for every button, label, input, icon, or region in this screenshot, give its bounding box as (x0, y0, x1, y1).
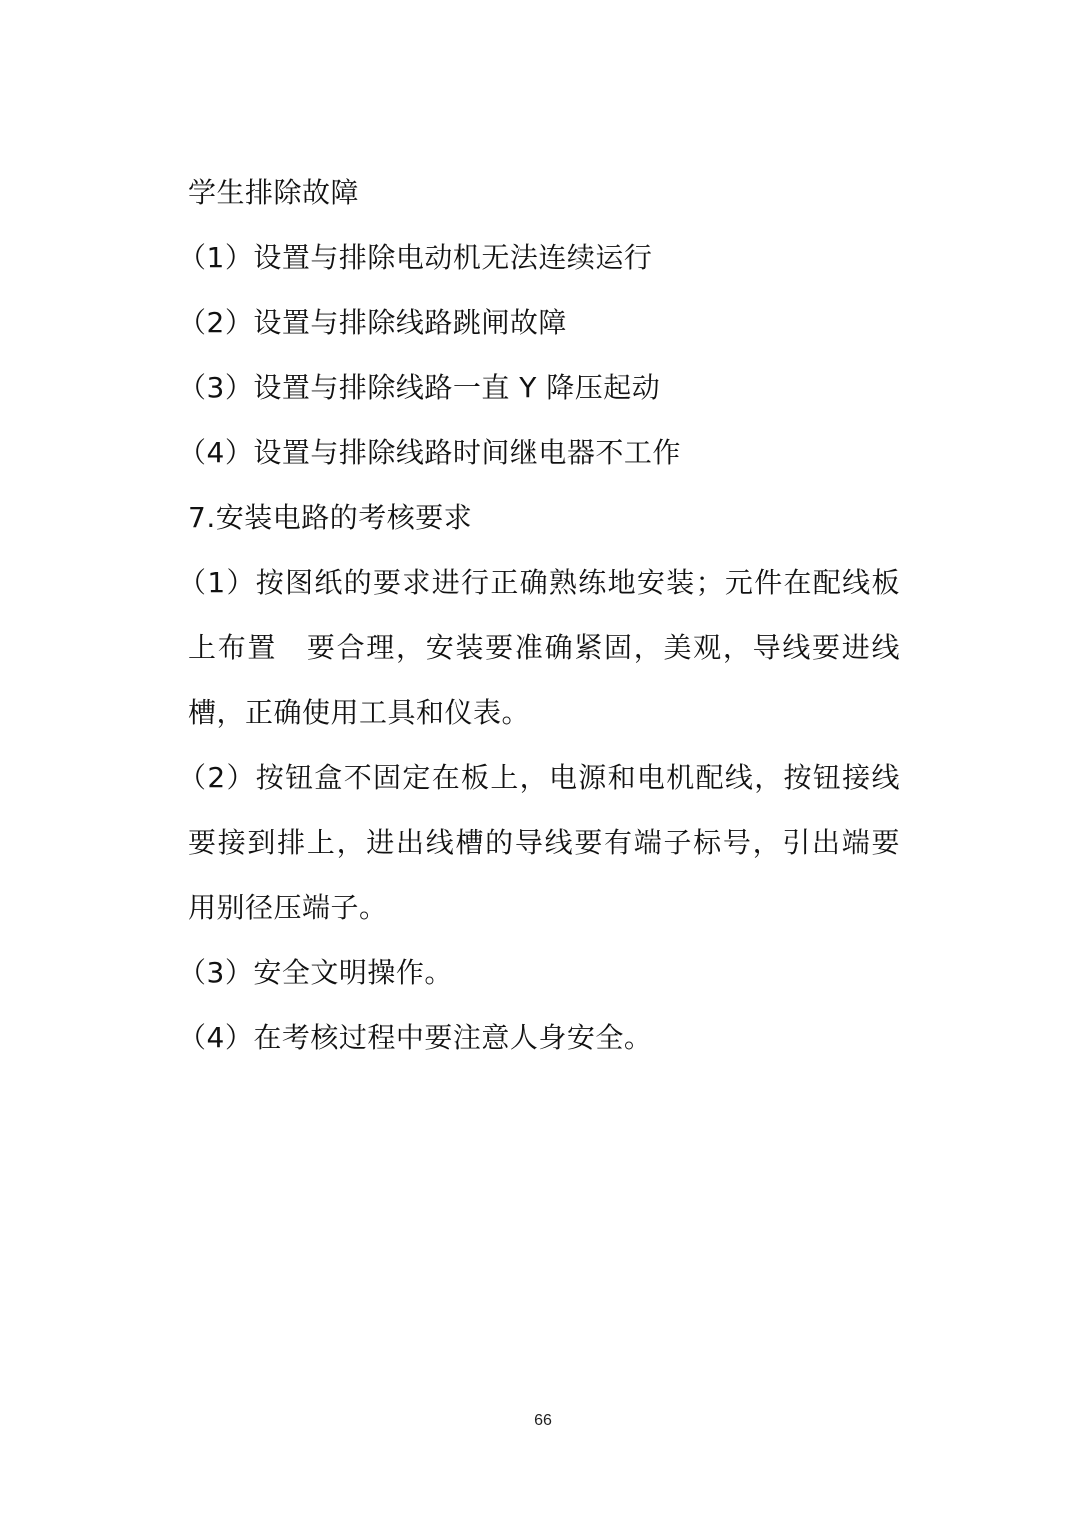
section-heading-assessment: 7.安装电路的考核要求 (188, 501, 473, 534)
paragraph-line: 槽，正确使用工具和仪表。 (188, 696, 531, 729)
list-item: （4）设置与排除线路时间继电器不工作 (178, 436, 681, 469)
paragraph-line: （2）按钮盒不固定在板上，电源和电机配线，按钮接线 (178, 761, 900, 794)
list-item: （3）安全文明操作。 (178, 956, 453, 989)
list-item: （1）设置与排除电动机无法连续运行 (178, 241, 653, 274)
section-heading-troubleshooting: 学生排除故障 (188, 176, 360, 209)
paragraph-line: 用别径压端子。 (188, 891, 388, 924)
paragraph-line: （1）按图纸的要求进行正确熟练地安装；元件在配线板 (178, 566, 900, 599)
document-body (178, 160, 900, 1070)
page-number: 66 (534, 1412, 552, 1429)
list-item: （2）设置与排除线路跳闸故障 (178, 306, 567, 339)
list-item: （3）设置与排除线路一直 Y 降压起动 (178, 371, 661, 404)
paragraph-line: 上布置 要合理，安装要准确紧固，美观，导线要进线 (188, 631, 900, 664)
paragraph-line: 要接到排上，进出线槽的导线要有端子标号，引出端要 (188, 826, 900, 859)
list-item: （4）在考核过程中要注意人身安全。 (178, 1021, 653, 1054)
